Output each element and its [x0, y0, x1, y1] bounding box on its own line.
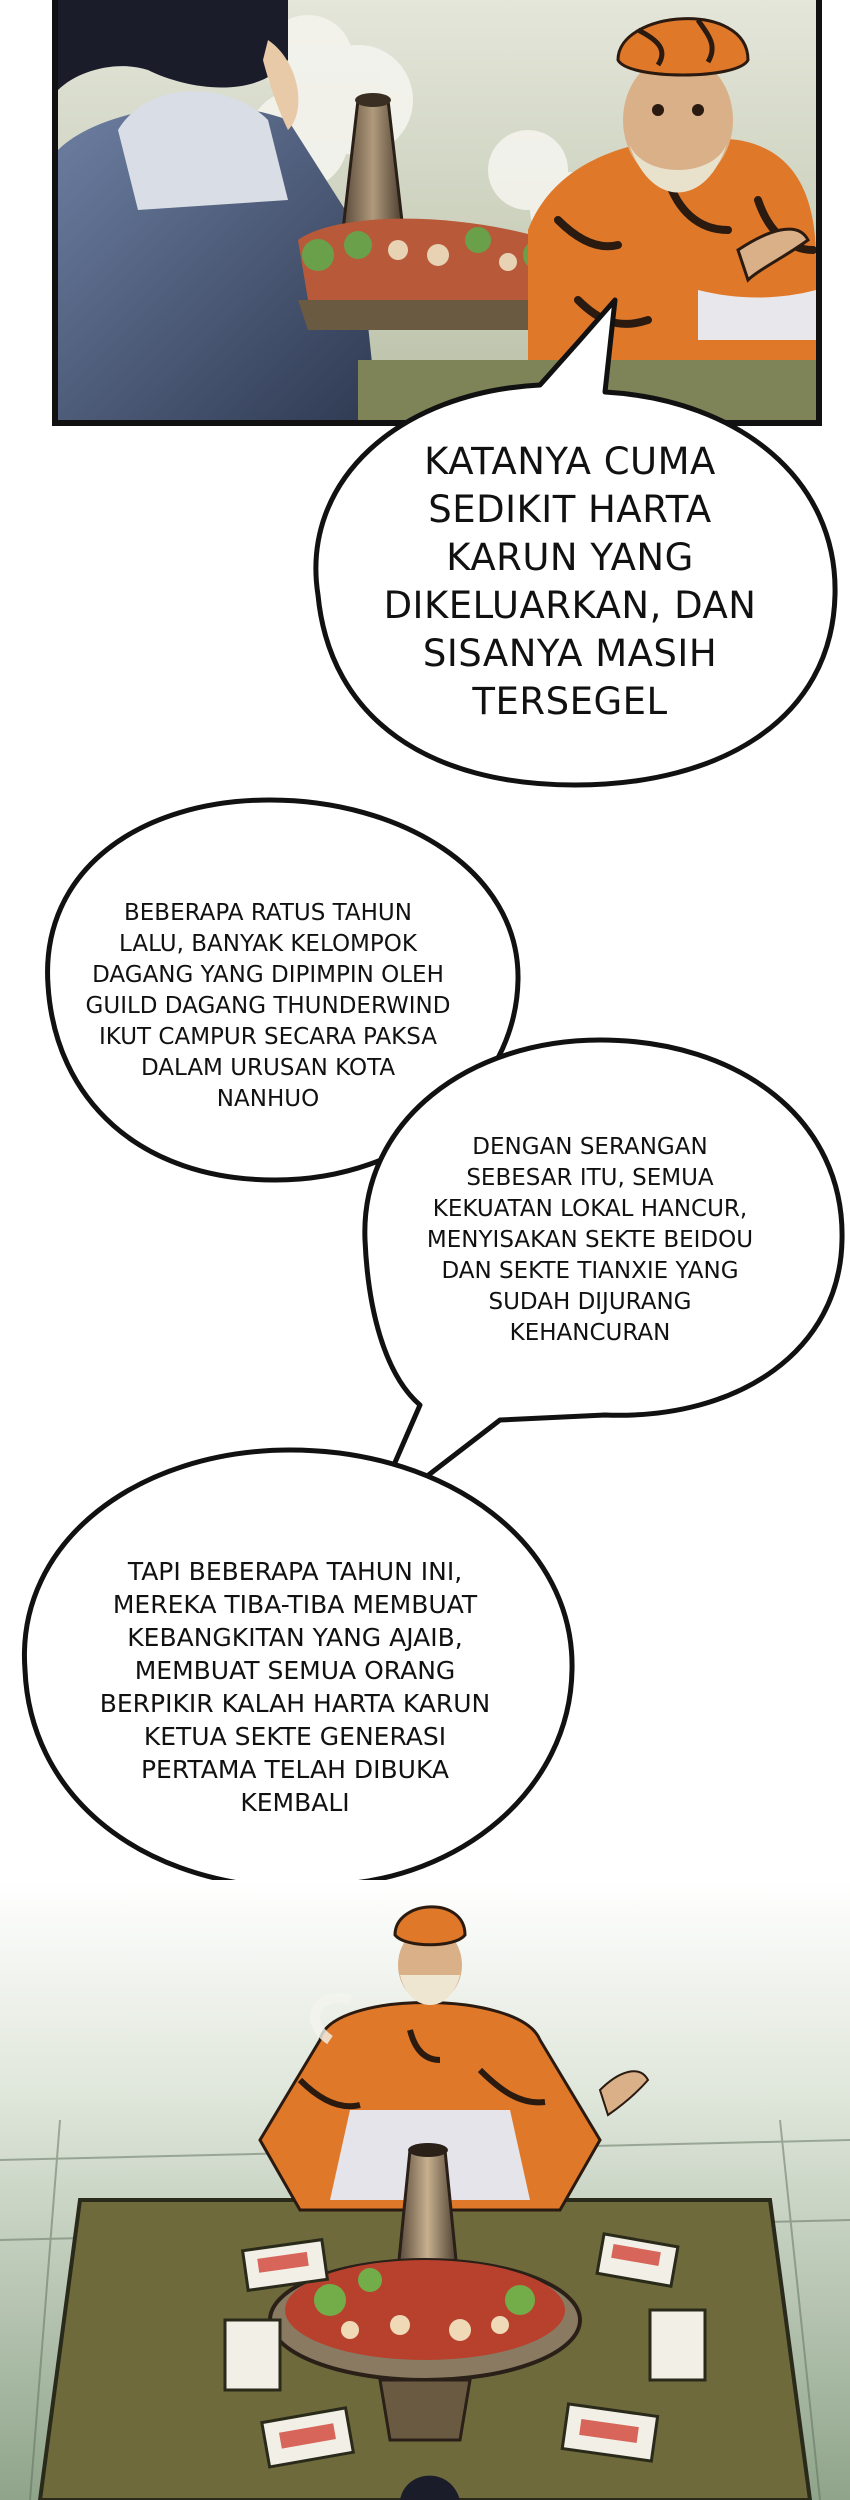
bubble-2-text: BEBERAPA RATUS TAHUN LALU, BANYAK KELOMPOK DAGANG YANG DIPIMPIN OLEH GUILD DAGANG THUNDERWIND IKUT CAMPUR SECARA PAKSA DALAM URUSAN KOTA NANHUO: [85, 900, 451, 1112]
bubble-1-text: KATANYA CUMA SEDIKIT HARTA KARUN YANG DIKELUARKAN, DAN SISANYA MASIH TERSEGEL: [383, 440, 757, 723]
bottom-panel-art: [0, 1880, 850, 2500]
bottom-panel-illustration: [0, 1880, 850, 2500]
bubble-3-text: DENGAN SERANGAN SEBESAR ITU, SEMUA KEKUATAN LOKAL HANCUR, MENYISAKAN SEKTE BEIDOU DAN SEKTE TIANXIE YANG SUDAH DIJURANG KEHANCURAN: [426, 1134, 754, 1346]
bubble-4-text: TAPI BEBERAPA TAHUN INI, MEREKA TIBA-TIBA MEMBUAT KEBANGKITAN YANG AJAIB, MEMBUAT SEMUA ORANG BERPIKIR KALAH HARTA KARUN KETUA SEKTE GENERASI PERTAMA TELAH DIBUKA KEMBALI: [99, 1557, 491, 1817]
